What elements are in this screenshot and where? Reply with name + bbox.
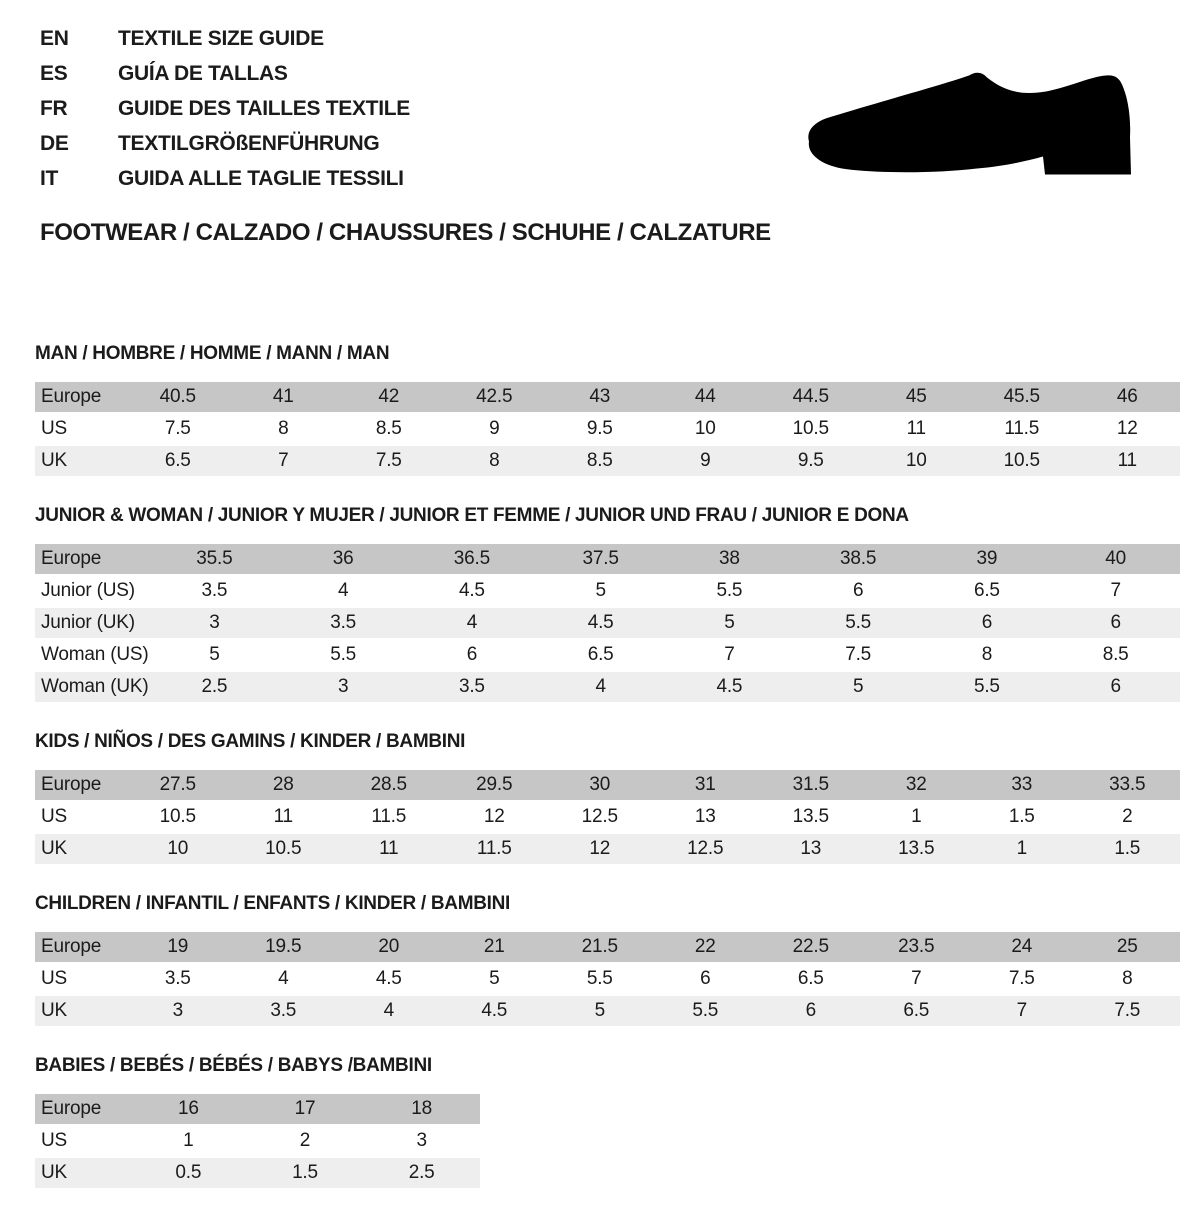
size-cell: 9	[653, 446, 759, 476]
size-cell: 7	[1051, 576, 1180, 606]
size-cell: 5	[794, 672, 923, 702]
size-cell: 22	[653, 932, 759, 962]
size-cell: 11	[336, 834, 442, 864]
size-cell: 22.5	[758, 932, 864, 962]
size-cell: 16	[130, 1094, 247, 1124]
size-cell: 8	[442, 446, 548, 476]
row-label: Europe	[35, 1094, 130, 1124]
size-cell: 9	[442, 414, 548, 444]
language-row-it	[40, 167, 410, 202]
size-cell: 7.5	[969, 964, 1075, 994]
size-cell: 44	[653, 382, 759, 412]
size-cell: 4.5	[442, 996, 548, 1026]
size-cell: 3	[363, 1126, 480, 1156]
size-cell: 1.5	[1075, 834, 1181, 864]
size-cell: 6	[1051, 672, 1180, 702]
table-row	[35, 932, 1180, 962]
size-cell: 5	[536, 576, 665, 606]
language-code: DE	[40, 132, 69, 155]
size-table	[35, 1092, 480, 1190]
size-cell: 4	[231, 964, 337, 994]
size-cell: 24	[969, 932, 1075, 962]
size-cell: 9.5	[758, 446, 864, 476]
size-cell: 7.5	[336, 446, 442, 476]
row-label: Europe	[35, 382, 125, 412]
size-cell: 2	[1075, 802, 1181, 832]
shoe-icon	[805, 68, 1135, 183]
size-cell: 4	[279, 576, 408, 606]
size-cell: 8.5	[336, 414, 442, 444]
size-cell: 0.5	[130, 1158, 247, 1188]
table-row	[35, 1126, 480, 1156]
size-table-section-man	[35, 342, 1180, 478]
size-cell: 5.5	[653, 996, 759, 1026]
size-cell: 36.5	[408, 544, 537, 574]
size-cell: 3	[150, 608, 279, 638]
size-cell: 6.5	[125, 446, 231, 476]
size-cell: 12	[1075, 414, 1181, 444]
row-label: US	[35, 964, 125, 994]
row-label: US	[35, 1126, 130, 1156]
size-table-section-babies	[35, 1054, 1180, 1190]
size-cell: 3.5	[150, 576, 279, 606]
size-cell: 13.5	[864, 834, 970, 864]
size-cell: 1	[130, 1126, 247, 1156]
table-row	[35, 414, 1180, 444]
row-label: Europe	[35, 932, 125, 962]
size-cell: 11	[864, 414, 970, 444]
language-row-de	[40, 132, 410, 167]
table-row	[35, 770, 1180, 800]
size-cell: 21.5	[547, 932, 653, 962]
language-code: ES	[40, 62, 68, 85]
size-cell: 28.5	[336, 770, 442, 800]
size-cell: 31	[653, 770, 759, 800]
size-table	[35, 768, 1180, 866]
size-cell: 37.5	[536, 544, 665, 574]
size-cell: 6	[1051, 608, 1180, 638]
size-cell: 20	[336, 932, 442, 962]
table-row	[35, 382, 1180, 412]
size-cell: 21	[442, 932, 548, 962]
table-row	[35, 1094, 480, 1124]
size-cell: 5.5	[665, 576, 794, 606]
size-cell: 11.5	[336, 802, 442, 832]
size-cell: 3	[279, 672, 408, 702]
size-cell: 13	[653, 802, 759, 832]
table-row	[35, 576, 1180, 606]
size-cell: 4.5	[536, 608, 665, 638]
size-table-section-kids	[35, 730, 1180, 866]
size-cell: 10.5	[231, 834, 337, 864]
size-cell: 45	[864, 382, 970, 412]
size-cell: 6	[923, 608, 1052, 638]
size-table	[35, 930, 1180, 1028]
size-cell: 43	[547, 382, 653, 412]
size-cell: 11.5	[969, 414, 1075, 444]
size-cell: 10.5	[758, 414, 864, 444]
size-cell: 7	[969, 996, 1075, 1026]
size-cell: 11	[231, 802, 337, 832]
table-row	[35, 608, 1180, 638]
language-guide-title: GUIDE DES TAILLES TEXTILE	[118, 97, 410, 120]
size-cell: 40.5	[125, 382, 231, 412]
language-row-en	[40, 27, 410, 62]
size-cell: 6.5	[864, 996, 970, 1026]
row-label: Junior (UK)	[35, 608, 150, 638]
size-cell: 33	[969, 770, 1075, 800]
size-cell: 13	[758, 834, 864, 864]
size-cell: 12.5	[547, 802, 653, 832]
size-cell: 45.5	[969, 382, 1075, 412]
row-label: Junior (US)	[35, 576, 150, 606]
language-row-fr	[40, 97, 410, 132]
size-cell: 35.5	[150, 544, 279, 574]
size-cell: 42.5	[442, 382, 548, 412]
size-cell: 40	[1051, 544, 1180, 574]
size-cell: 38	[665, 544, 794, 574]
language-guide-title: TEXTILGRÖßENFÜHRUNG	[118, 132, 380, 155]
size-cell: 5.5	[279, 640, 408, 670]
size-table-section-junior-woman	[35, 504, 1180, 704]
size-cell: 10.5	[125, 802, 231, 832]
size-cell: 5	[547, 996, 653, 1026]
table-row	[35, 640, 1180, 670]
size-cell: 8.5	[547, 446, 653, 476]
size-cell: 7	[231, 446, 337, 476]
size-cell: 44.5	[758, 382, 864, 412]
size-cell: 1.5	[969, 802, 1075, 832]
size-cell: 8	[1075, 964, 1181, 994]
table-row	[35, 834, 1180, 864]
size-cell: 2.5	[150, 672, 279, 702]
size-cell: 42	[336, 382, 442, 412]
size-cell: 3.5	[231, 996, 337, 1026]
row-label: Europe	[35, 770, 125, 800]
size-tables	[35, 342, 1180, 1216]
size-cell: 27.5	[125, 770, 231, 800]
table-title: KIDS / NIÑOS / DES GAMINS / KINDER / BAMBINI	[35, 731, 466, 752]
size-cell: 7.5	[1075, 996, 1181, 1026]
size-cell: 4	[536, 672, 665, 702]
size-cell: 41	[231, 382, 337, 412]
size-cell: 4	[408, 608, 537, 638]
row-label: Woman (UK)	[35, 672, 150, 702]
size-cell: 5	[665, 608, 794, 638]
size-cell: 10	[653, 414, 759, 444]
size-table	[35, 542, 1180, 704]
size-cell: 5.5	[794, 608, 923, 638]
size-cell: 7.5	[794, 640, 923, 670]
size-cell: 5	[150, 640, 279, 670]
size-cell: 28	[231, 770, 337, 800]
row-label: UK	[35, 834, 125, 864]
table-row	[35, 802, 1180, 832]
size-cell: 6	[758, 996, 864, 1026]
size-cell: 8	[231, 414, 337, 444]
size-cell: 5	[442, 964, 548, 994]
row-label: US	[35, 414, 125, 444]
size-cell: 5.5	[923, 672, 1052, 702]
size-cell: 12	[547, 834, 653, 864]
size-cell: 46	[1075, 382, 1181, 412]
table-row	[35, 672, 1180, 702]
size-cell: 9.5	[547, 414, 653, 444]
size-cell: 32	[864, 770, 970, 800]
size-cell: 17	[247, 1094, 364, 1124]
row-label: UK	[35, 1158, 130, 1188]
table-title: BABIES / BEBÉS / BÉBÉS / BABYS /BAMBINI	[35, 1055, 432, 1076]
size-cell: 2	[247, 1126, 364, 1156]
table-title: MAN / HOMBRE / HOMME / MANN / MAN	[35, 343, 390, 364]
row-label: Europe	[35, 544, 150, 574]
table-row	[35, 446, 1180, 476]
size-cell: 12	[442, 802, 548, 832]
language-guide-title: GUIDA ALLE TAGLIE TESSILI	[118, 167, 404, 190]
size-cell: 10.5	[969, 446, 1075, 476]
language-guide-title: GUÍA DE TALLAS	[118, 62, 288, 85]
size-cell: 6.5	[536, 640, 665, 670]
size-cell: 19	[125, 932, 231, 962]
size-cell: 19.5	[231, 932, 337, 962]
language-list	[40, 27, 410, 202]
size-cell: 6	[408, 640, 537, 670]
size-cell: 38.5	[794, 544, 923, 574]
row-label: Woman (US)	[35, 640, 150, 670]
size-cell: 12.5	[653, 834, 759, 864]
language-guide-title: TEXTILE SIZE GUIDE	[118, 27, 324, 50]
size-cell: 18	[363, 1094, 480, 1124]
language-code: EN	[40, 27, 69, 50]
size-cell: 2.5	[363, 1158, 480, 1188]
row-label: UK	[35, 446, 125, 476]
language-code: IT	[40, 167, 59, 190]
category-heading: FOOTWEAR / CALZADO / CHAUSSURES / SCHUHE / CALZATURE	[40, 219, 771, 246]
size-cell: 23.5	[864, 932, 970, 962]
size-cell: 6	[794, 576, 923, 606]
size-cell: 11.5	[442, 834, 548, 864]
size-cell: 29.5	[442, 770, 548, 800]
size-cell: 8.5	[1051, 640, 1180, 670]
size-cell: 5.5	[547, 964, 653, 994]
size-cell: 7.5	[125, 414, 231, 444]
size-table-section-children	[35, 892, 1180, 1028]
size-cell: 31.5	[758, 770, 864, 800]
size-cell: 13.5	[758, 802, 864, 832]
table-title: CHILDREN / INFANTIL / ENFANTS / KINDER / BAMBINI	[35, 893, 511, 914]
size-cell: 1.5	[247, 1158, 364, 1188]
language-row-es	[40, 62, 410, 97]
size-cell: 3	[125, 996, 231, 1026]
size-cell: 11	[1075, 446, 1181, 476]
size-cell: 6.5	[758, 964, 864, 994]
size-cell: 4.5	[408, 576, 537, 606]
table-row	[35, 1158, 480, 1188]
size-cell: 3.5	[125, 964, 231, 994]
table-row	[35, 996, 1180, 1026]
size-cell: 30	[547, 770, 653, 800]
size-cell: 3.5	[279, 608, 408, 638]
table-row	[35, 544, 1180, 574]
language-code: FR	[40, 97, 68, 120]
table-title: JUNIOR & WOMAN / JUNIOR Y MUJER / JUNIOR ET FEMME / JUNIOR UND FRAU / JUNIOR E DONA	[35, 505, 909, 526]
size-cell: 7	[665, 640, 794, 670]
row-label: UK	[35, 996, 125, 1026]
size-cell: 10	[864, 446, 970, 476]
row-label: US	[35, 802, 125, 832]
size-cell: 8	[923, 640, 1052, 670]
table-row	[35, 964, 1180, 994]
size-cell: 7	[864, 964, 970, 994]
size-cell: 3.5	[408, 672, 537, 702]
size-table	[35, 380, 1180, 478]
size-cell: 1	[969, 834, 1075, 864]
size-cell: 6	[653, 964, 759, 994]
size-cell: 36	[279, 544, 408, 574]
size-cell: 39	[923, 544, 1052, 574]
size-cell: 33.5	[1075, 770, 1181, 800]
size-cell: 4.5	[665, 672, 794, 702]
size-cell: 4	[336, 996, 442, 1026]
size-cell: 10	[125, 834, 231, 864]
size-cell: 1	[864, 802, 970, 832]
size-cell: 4.5	[336, 964, 442, 994]
size-cell: 6.5	[923, 576, 1052, 606]
size-cell: 25	[1075, 932, 1181, 962]
